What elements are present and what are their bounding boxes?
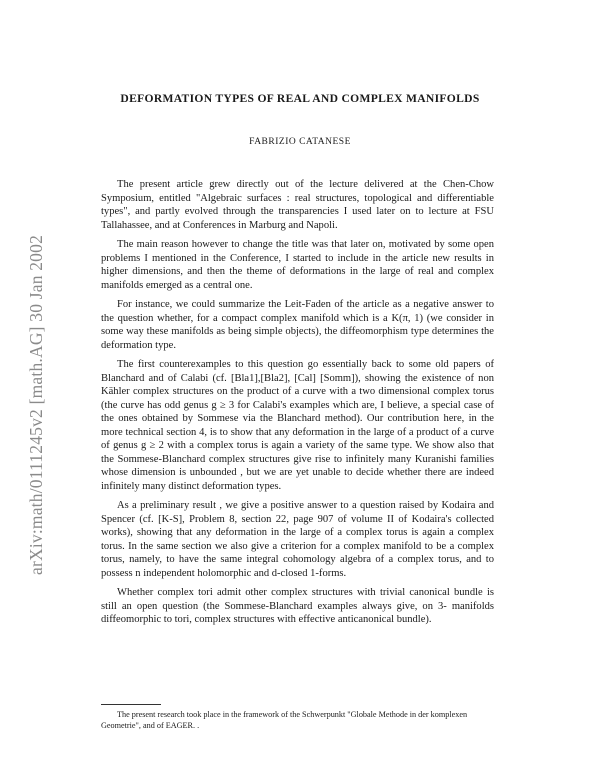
body-paragraph-2: The main reason however to change the title was that later on, motivated by some open problems I mentioned in the Conference, I started to include in the article new results in higher dimensions, and then the theme of deformations in the large of real and complex manifolds emerged as a central one. xyxy=(101,239,494,291)
body-paragraph-6: Whether complex tori admit other complex structures with trivial canonical bundle is still an open question (the Sommese-Blanchard examples always give, on 3- manifolds diffeomorphic to tori, complex structures with effective anticanonical bundle). xyxy=(101,587,494,625)
footnote: The present research took place in the framework of the Schwerpunkt "Globale Methode in der komplexen Geometrie", and of EAGER. . xyxy=(101,710,468,730)
paper-author: FABRIZIO CATANESE xyxy=(249,137,351,147)
body-paragraph-4: The first counterexamples to this question go essentially back to some old papers of Blanchard and of Calabi (cf. [Bla1],[Bla2], [Cal] [Somm]), showing the existence of non Kähler complex structures on the product of a curve with a two dimensional complex torus (the curve has odd genus g ≥ 3 for Calabi's examples which are, I believe, a special case of the ones obtained by Sommese via the Blanchard method). Our contribution here, in the more technical section 4, is to show that any deformation in the large of a product of a curve of genus g ≥ 2 with a complex torus is again a variety of the same type. We show also that the Sommese-Blanchard complex structures give rise to infinitely many Kuranishi families whose dimension is unbounded , but we are yet unable to decide whether there are indeed infinitely many distinct deformation types. xyxy=(101,359,494,492)
body-paragraph-3: For instance, we could summarize the Leit-Faden of the article as a negative answer to the question whether, for a compact complex manifold which is a K(π, 1) (we consider in some way these manifolds as being simple objects), the diffeomorphism type determines the deformation type. xyxy=(101,299,494,351)
body-paragraph-5: As a preliminary result , we give a positive answer to a question raised by Kodaira and Spencer (cf. [K-S], Problem 8, section 22, page 907 of volume II of Kodaira's collected works), showing that any deformation in the large of a complex torus is again a complex torus. In the same section we also give a criterion for a complex manifold to be a complex torus, namely, to have the same integral cohomology algebra of a complex torus, and to possess n independent holomorphic and d-closed 1-forms. xyxy=(101,500,494,579)
arxiv-identifier-text: arXiv:math/0111245v2 [math.AG] 30 Jan 2002 xyxy=(26,234,46,575)
footnote-divider xyxy=(101,704,161,705)
paper-body xyxy=(101,178,494,633)
arxiv-identifier-stamp xyxy=(14,165,46,575)
body-paragraph-1: The present article grew directly out of the lecture delivered at the Chen-Chow Symposium, entitled "Algebraic surfaces : real structures, topological and differentiable types", and partly evolved through the transparencies I used later on to lecture at FSU Tallahassee, and at Conferences in Marburg and Napoli. xyxy=(101,179,494,231)
paper-title: DEFORMATION TYPES OF REAL AND COMPLEX MANIFOLDS xyxy=(120,92,480,105)
